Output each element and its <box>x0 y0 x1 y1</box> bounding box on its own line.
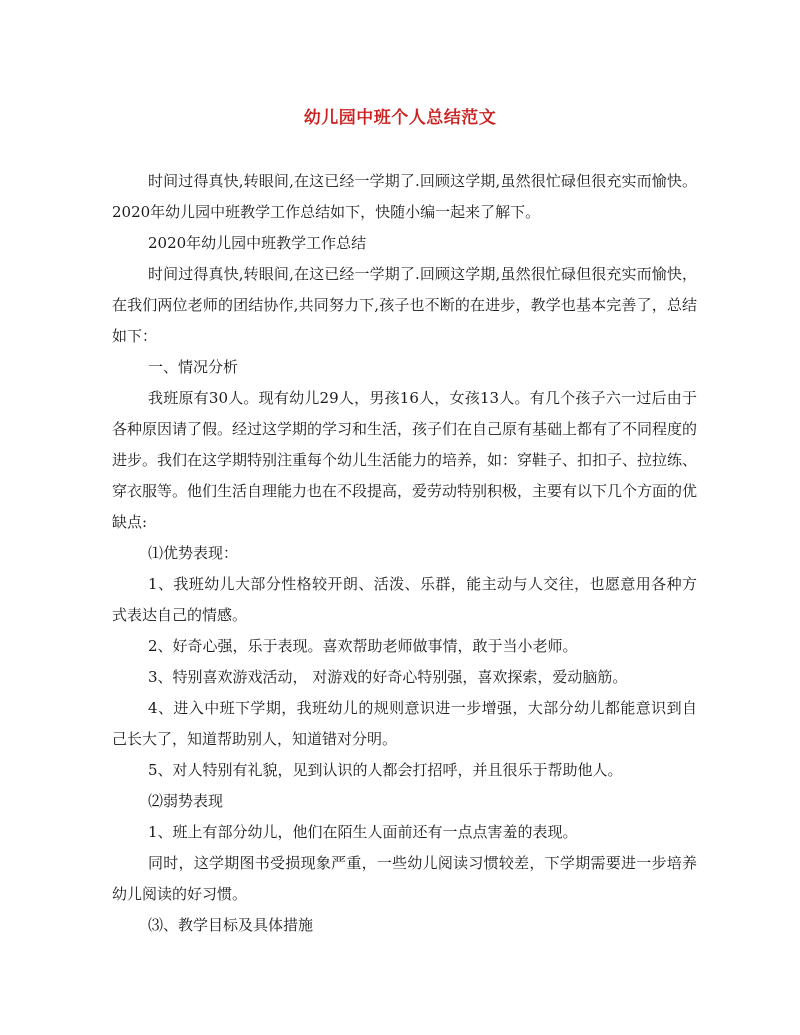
list-item-strength-5: 5、对人特别有礼貌，见到认识的人都会打招呼，并且很乐于帮助他人。 <box>148 761 623 779</box>
subheading-strengths: ⑴优势表现： <box>148 544 239 562</box>
list-item-strength-2: 2、好奇心强，乐于表现。喜欢帮助老师做事情，敢于当小老师。 <box>148 637 578 655</box>
paragraph-class-status: 我班原有30人。现有幼儿29人，男孩16人，女孩13人。有几个孩子六一过后由于各种原因请了假。经过这学期的学习和生活，孩子们在自己原有基础上都有了不同程度的进步。我们在这学期特别注重每个幼儿生活能力的培养，如：穿鞋子、扣扣子、拉拉练、穿衣服等。他们生活自理能力也在不段提高，爱劳动特别积极，主要有以下几个方面的优缺点: <box>112 389 698 531</box>
document-body <box>112 166 697 941</box>
list-item-strength-4: 4、进入中班下学期，我班幼儿的规则意识进一步增强，大部分幼儿都能意识到自己长大了，知道帮助别人，知道错对分明。 <box>112 699 697 748</box>
subheading-weaknesses: ⑵弱势表现 <box>148 792 224 810</box>
list-item-strength-3: 3、特别喜欢游戏活动， 对游戏的好奇心特别强，喜欢探索，爱动脑筋。 <box>148 668 628 686</box>
paragraph-heading: 2020年幼儿园中班教学工作总结 <box>148 234 367 252</box>
paragraph-intro: 时间过得真快,转眼间,在这已经一学期了.回顾这学期,虽然很忙碌但很充实而愉快。2020年幼儿园中班教学工作总结如下，快随小编一起来了解下。 <box>112 172 697 221</box>
paragraph-reading-habits: 同时，这学期图书受损现象严重，一些幼儿阅读习惯较差，下学期需要进一步培养幼儿阅读的好习惯。 <box>112 854 697 903</box>
section-heading-analysis: 一、情况分析 <box>148 358 239 376</box>
document-title: 幼儿园中班个人总结范文 <box>303 108 497 128</box>
subheading-goals: ⑶、教学目标及具体措施 <box>148 916 314 934</box>
list-item-strength-1: 1、我班幼儿大部分性格较开朗、活泼、乐群，能主动与人交往，也愿意用各种方式表达自己的情感。 <box>112 575 697 624</box>
paragraph-summary: 时间过得真快,转眼间,在这已经一学期了.回顾这学期,虽然很忙碌但很充实而愉快，在我们两位老师的团结协作,共同努力下,孩子也不断的在进步，教学也基本完善了，总结如下： <box>112 265 697 345</box>
list-item-weakness-1: 1、班上有部分幼儿，他们在陌生人面前还有一点点害羞的表现。 <box>148 823 578 841</box>
